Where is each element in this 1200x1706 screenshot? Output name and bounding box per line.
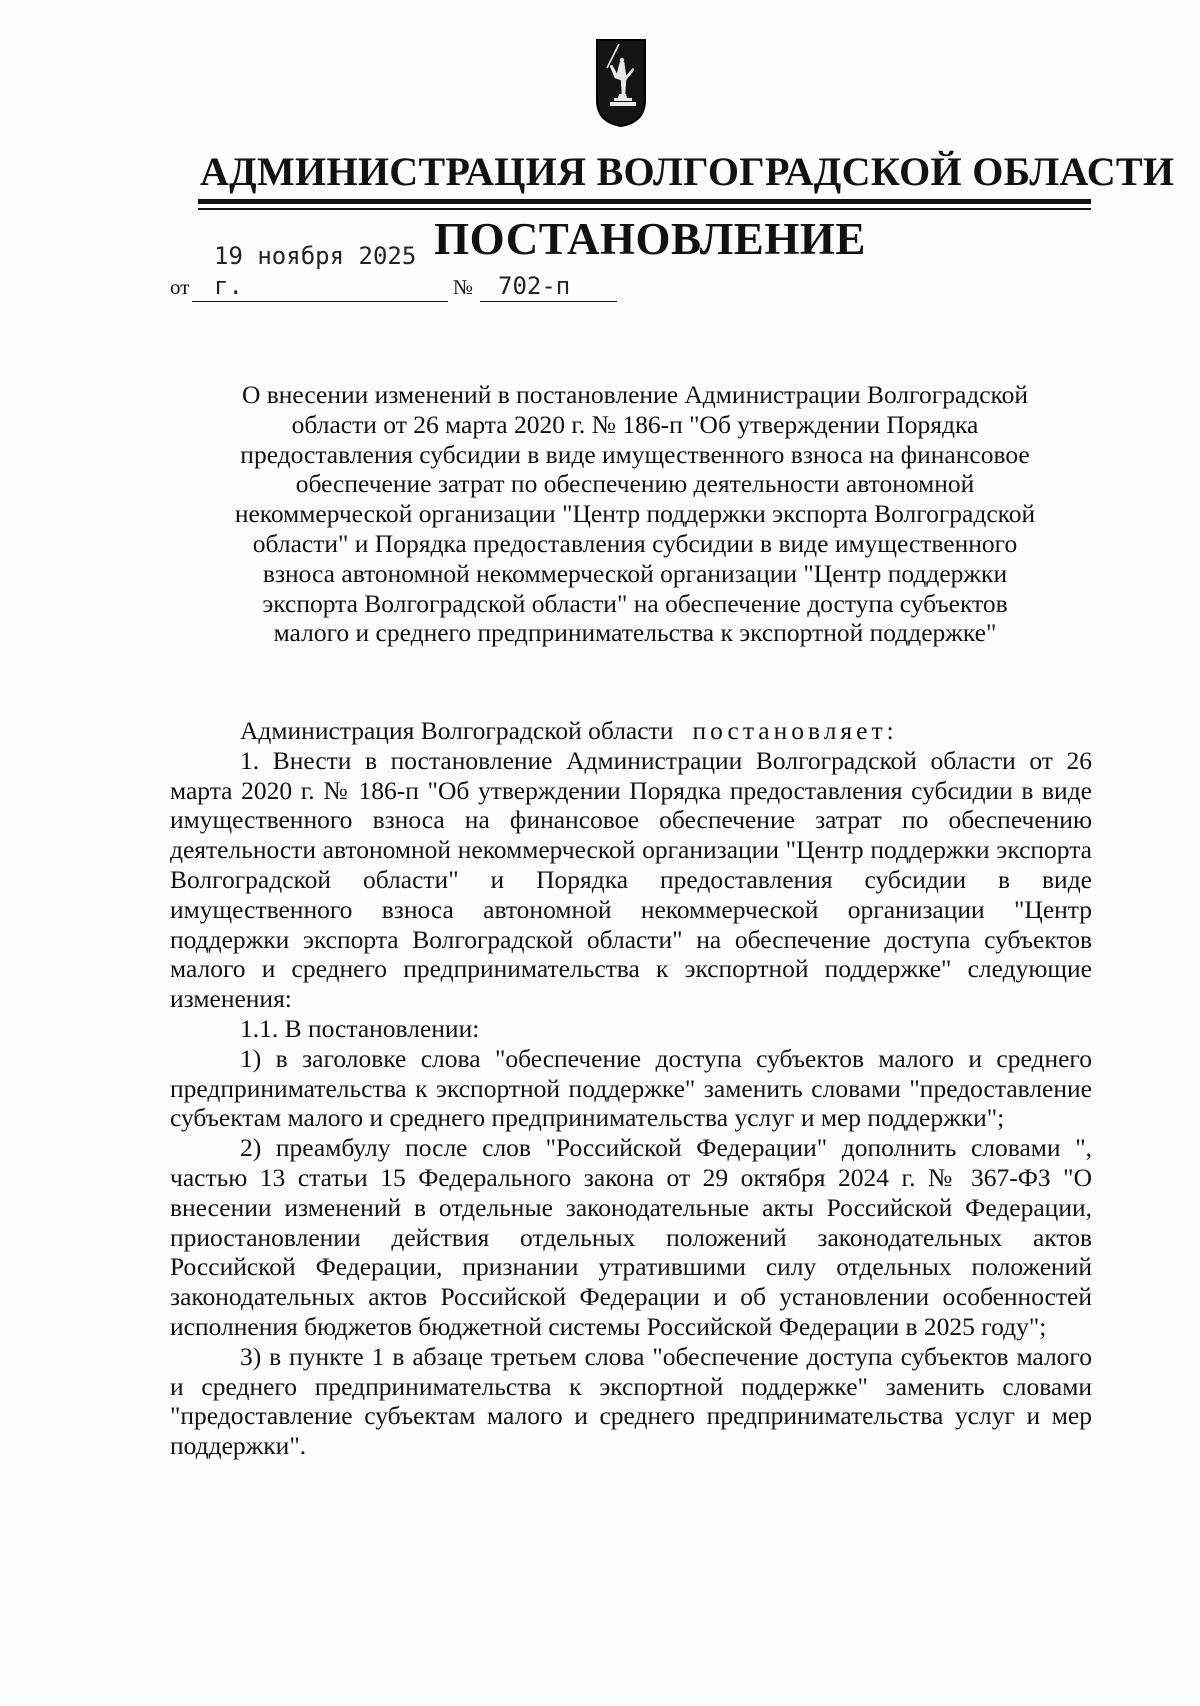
subject-line: области от 26 марта 2020 г. № 186-п "Об утверждении Порядка <box>291 409 979 439</box>
date-prefix: от <box>170 275 190 299</box>
subject-line: О внесении изменений в постановление Администрации Волгоградской <box>241 380 1029 409</box>
subject-line: экспорта Волгоградской области" на обеспечение доступа субъектов <box>262 588 1008 618</box>
header-rule-thin <box>198 208 1091 210</box>
subject-line: взноса автономной некоммерческой организации "Центр поддержки <box>262 558 1008 588</box>
document-number: 702-п <box>480 271 617 302</box>
subject-line: малого и среднего предпринимательства к экспортной поддержке" <box>273 618 997 648</box>
intro-verb: постановляет: <box>692 716 898 745</box>
intro-lead: Администрация Волгоградской области <box>240 716 674 745</box>
subject-line: предоставления субсидии в виде имущественного взноса на финансовое <box>240 439 1030 469</box>
list-item-3: 3) в пункте 1 в абзаце третьем слова "обеспечение доступа субъектов малого и среднего предпринимательства к экспортной поддержке" заменить словами "предоставление субъектам малого и среднего предпринимательства услуг и мер поддержки". <box>170 1341 1092 1461</box>
subject-line: области" и Порядка предоставления субсидии в виде имущественного <box>252 528 1018 558</box>
document-body <box>170 716 1092 1461</box>
intro-paragraph <box>170 716 1092 746</box>
subject-line: некоммерческой организации "Центр поддержки экспорта Волгоградской <box>234 499 1036 529</box>
header-rule-thick <box>198 199 1091 204</box>
number-prefix: № <box>453 275 474 299</box>
list-item-1: 1) в заголовке слова "обеспечение доступа субъектов малого и среднего предпринимательства к экспортной поддержке" заменить словами "предоставление субъектам малого и среднего предпринимательства услуг и мер поддержки"; <box>170 1043 1092 1133</box>
subject-line: обеспечение затрат по обеспечению деятельности автономной <box>295 469 975 499</box>
document-type-title: ПОСТАНОВЛЕНИЕ <box>434 214 866 264</box>
paragraph-1-1: 1.1. В постановлении: <box>240 1013 480 1043</box>
document-date: 19 ноября 2025 г. <box>192 241 448 302</box>
paragraph-1: 1. Внести в постановление Администрации Волгоградской области от 26 марта 2020 г. № 186-п "Об утверждении Порядка предоставления субсидии в виде имущественного взноса на финансовое обеспечение затрат по обеспечению деятельности автономной некоммерческой организации "Центр поддержки экспорта Волгоградской области" и Порядка предоставления субсидии в виде имущественного взноса автономной некоммерческой организации "Центр поддержки экспорта Волгоградской области" на обеспечение доступа субъектов малого и среднего предпринимательства к экспортной поддержке" следующие изменения: <box>170 745 1092 1014</box>
organization-title: АДМИНИСТРАЦИЯ ВОЛГОГРАДСКОЙ ОБЛАСТИ <box>200 149 1175 194</box>
document-subject <box>160 380 1110 648</box>
volgograd-coat-of-arms-icon <box>593 38 649 128</box>
list-item-2: 2) преамбулу после слов "Российской Федерации" дополнить словами ", частью 13 статьи 15 Федерального закона от 29 октября 2024 г. № 367-ФЗ "О внесении изменений в отдельные законодательные акты Российской Федерации, приостановлении действия отдельных положений законодательных актов Российской Федерации, признании утратившими силу отдельных положений законодательных актов Российской Федерации и об установлении особенностей исполнения бюджетов бюджетной системы Российской Федерации в 2025 году"; <box>170 1133 1092 1341</box>
